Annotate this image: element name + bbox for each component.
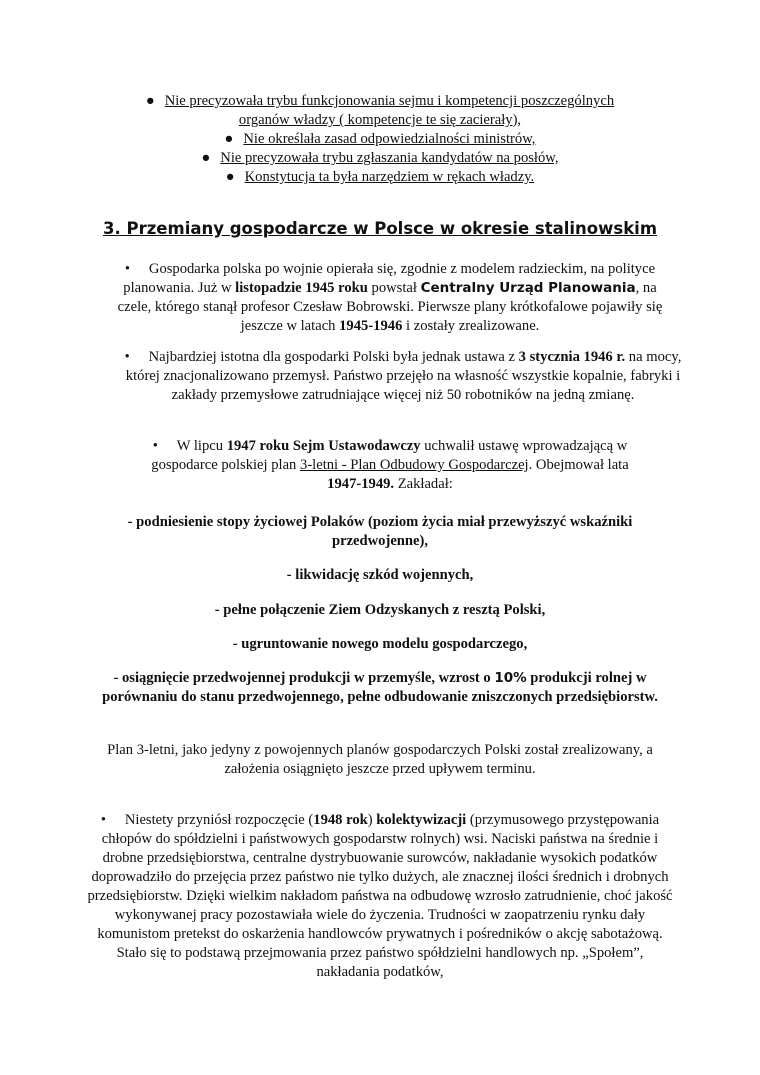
bullet-icon: •	[124, 261, 131, 277]
plan-goal-3: - pełne połączenie Ziem Odzyskanych z resztą Polski,	[214, 602, 546, 618]
bullet-icon: •	[152, 438, 158, 454]
paragraph-nationalization: • Najbardziej istotna dla gospodarki Polski była jednak ustawa z 3 stycznia 1946 r. na mocy, której znacjonalizowano przemysł. Państwo przejęło na własność wszystkie kopalnie, fabryki i zakłady przemysłowe zatrudniające więcej niż 50 robotników na jedną zmianę.	[124, 349, 682, 403]
top-bullet-item-1: ● Nie precyzowała trybu funkcjonowania sejmu i kompetencji poszczególnych organów władzy ( kompetencje te się zacierały),	[145, 93, 615, 128]
bullet-icon: ●	[145, 93, 155, 109]
plan-goal-1: - podniesienie stopy życiowej Polaków (poziom życia miał przewyższyć wskaźniki przedwojenne),	[127, 514, 633, 549]
top-bullet-item-4: ● Konstytucja ta była narzędziem w rękach władzy.	[225, 169, 535, 185]
bullet-icon: ●	[225, 169, 235, 185]
top-bullet-item-3: ● Nie precyzowała trybu zgłaszania kandydatów na posłów,	[201, 150, 559, 166]
paragraph-planning: • Gospodarka polska po wojnie opierała się, zgodnie z modelem radzieckim, na polityce planowania. Już w listopadzie 1945 roku powstał Centralny Urząd Planowania, na czele, którego stanął profesor Czesław Bobrowski. Pierwsze plany krótkofalowe pojawiły się jeszcze w latach 1945-1946 i zostały zrealizowane.	[117, 261, 663, 334]
bullet-icon: •	[124, 349, 130, 365]
bullet-icon: •	[100, 812, 106, 828]
plan-goal-2: - likwidację szkód wojennych,	[286, 567, 474, 583]
paragraph-collectivization: • Niestety przyniósł rozpoczęcie (1948 rok) kolektywizacji (przymusowego przystępowania chłopów do spółdzielni i państwowych gospodarstw rolnych) wsi. Naciski państwa na średnie i drobne przedsiębiorstwa, centralne dystrybuowanie surowców, nakładanie wysokich podatków doprowadziło do przejęcia przez państwo nie tylko dużych, ale znacznej ilości średnich i drobnych przedsiębiorstw. Dzięki wielkim nakładom państwa na odbudowę wzrosło zatrudnienie, choć jakość wykonywanej pracy pozostawiała wiele do życzenia. Trudności w zaopatrzeniu rynku dały komunistom pretekst do oskarżenia handlowców prywatnych i pośredników o akcję sabotażową. Stało się to podstawą przejmowania przez państwo spółdzielni handlowych np. „Społem”, nakładania podatków,	[87, 812, 673, 980]
top-bullet-list	[0, 92, 760, 187]
plan-summary: Plan 3-letni, jako jedyny z powojennych planów gospodarczych Polski został zrealizowany, a założenia osiągnięto jeszcze przed upływem terminu.	[107, 742, 653, 777]
paragraph-three-year-plan: • W lipcu 1947 roku Sejm Ustawodawczy uchwalił ustawę wprowadzającą w gospodarce polskiej plan 3-letni - Plan Odbudowy Gospodarczej. Obejmował lata 1947-1949. Zakładał:	[151, 438, 629, 492]
plan-goal-4: - ugruntowanie nowego modelu gospodarczego,	[232, 636, 528, 652]
plan-goal-5: - osiągnięcie przedwojennej produkcji w przemyśle, wzrost o 10% produkcji rolnej w porównaniu do stanu przedwojennego, pełne odbudowanie zniszczonych przedsiębiorstw.	[102, 670, 658, 705]
bullet-icon: ●	[201, 150, 211, 166]
top-bullet-item-2: ● Nie określała zasad odpowiedzialności ministrów,	[224, 131, 536, 147]
bullet-icon: ●	[224, 131, 234, 147]
section-heading: 3. Przemiany gospodarcze w Polsce w okresie stalinowskim	[102, 219, 658, 238]
